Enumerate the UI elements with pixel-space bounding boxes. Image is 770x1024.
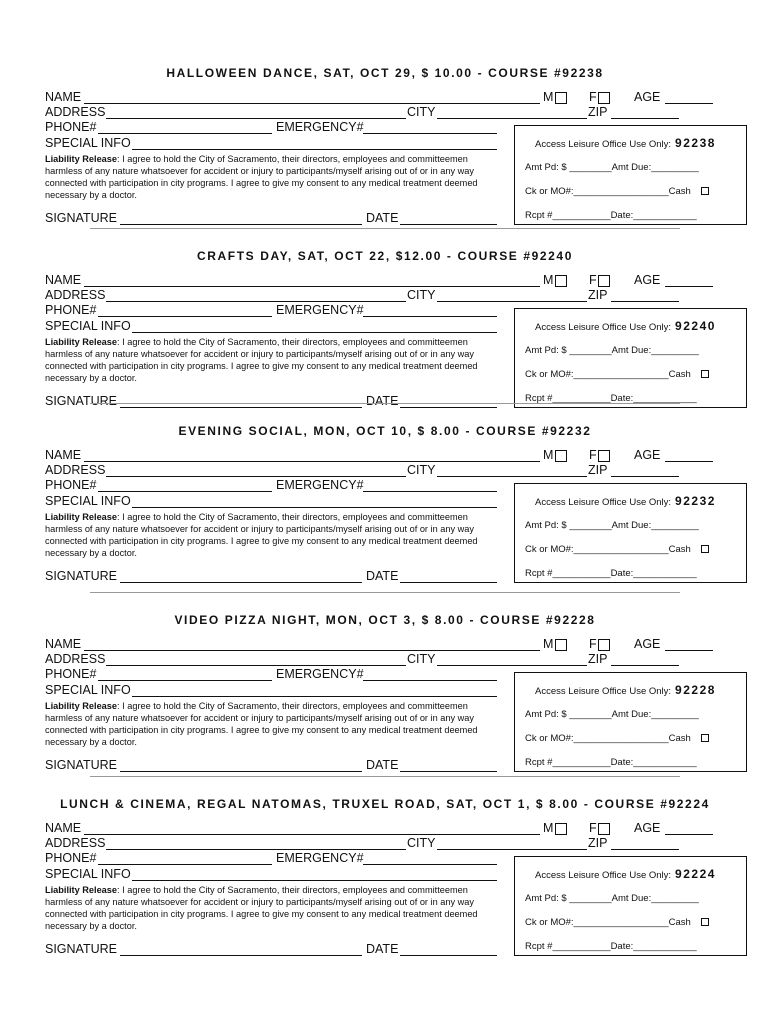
name-label: NAME [45,273,82,287]
form-title: VIDEO PIZZA NIGHT, MON, OCT 3, $ 8.00 - COURSE #92228 [174,613,596,627]
age-label: AGE [634,448,661,462]
payment-row [525,369,709,380]
special-info-field[interactable] [132,149,497,150]
liability-release-text: : I agree to hold the City of Sacramento, their directors, employees and committeemen harmless of any nature whatsoever for accident or injury to participants/myself arising out of or in any way connected with participation in city programs. I agree to give my consent to any medical treatment deemed necessary by a doctor. [45,512,478,558]
date-field[interactable] [400,582,497,583]
phone-field[interactable] [98,680,272,681]
date-label: DATE [366,942,399,956]
form-title: LUNCH & CINEMA, REGAL NATOMAS, TRUXEL ROAD, SAT, OCT 1, $ 8.00 - COURSE #92224 [60,797,710,811]
office-use-title [535,319,716,333]
phone-field[interactable] [98,316,272,317]
age-field[interactable] [665,103,713,104]
female-label: F [589,90,597,104]
emergency-label: EMERGENCY# [276,478,364,492]
emergency-field[interactable] [363,133,497,134]
signature-label: SIGNATURE [45,394,117,408]
male-checkbox[interactable] [555,92,567,104]
date-label: DATE [366,569,399,583]
signature-field[interactable] [120,771,362,772]
payment-row [525,917,709,928]
office-use-title [535,867,716,881]
office-use-box [514,483,747,583]
payment-row [525,186,709,197]
special-info-label: SPECIAL INFO [45,494,131,508]
cash-checkbox[interactable] [701,187,709,195]
liability-release [45,884,505,932]
city-field[interactable] [437,476,587,477]
liability-release [45,336,505,384]
emergency-label: EMERGENCY# [276,667,364,681]
city-label: CITY [407,652,436,666]
office-use-title [535,136,716,150]
form-title: EVENING SOCIAL, MON, OCT 10, $ 8.00 - COURSE #92232 [178,424,592,438]
male-checkbox[interactable] [555,823,567,835]
signature-field[interactable] [120,224,362,225]
liability-release-text: : I agree to hold the City of Sacramento, their directors, employees and committeemen harmless of any nature whatsoever for accident or injury to participants/myself arising out of or in any way connected with participation in city programs. I agree to give my consent to any medical treatment deemed necessary by a doctor. [45,337,478,383]
name-label: NAME [45,821,82,835]
name-field[interactable] [84,461,540,462]
emergency-field[interactable] [363,316,497,317]
amount-row: Amt Pd: $ ________Amt Due:_________ [525,893,699,904]
payment-row [525,733,709,744]
city-field[interactable] [437,665,587,666]
office-use-title [535,494,716,508]
special-info-label: SPECIAL INFO [45,683,131,697]
age-label: AGE [634,637,661,651]
signature-field[interactable] [120,955,362,956]
name-field[interactable] [84,650,540,651]
city-field[interactable] [437,301,587,302]
emergency-label: EMERGENCY# [276,120,364,134]
office-use-label: Access Leisure Office Use Only: [535,322,672,333]
address-label: ADDRESS [45,652,106,666]
date-field[interactable] [400,771,497,772]
check-mo-label: Ck or MO#:__________________Cash [525,186,691,197]
liability-release [45,511,505,559]
city-label: CITY [407,463,436,477]
liability-release-text: : I agree to hold the City of Sacramento, their directors, employees and committeemen harmless of any nature whatsoever for accident or injury to participants/myself arising out of or in any way connected with participation in city programs. I agree to give my consent to any medical treatment deemed necessary by a doctor. [45,701,478,747]
name-label: NAME [45,637,82,651]
course-number: 92224 [675,867,716,881]
receipt-row: Rcpt #___________Date:____________ [525,941,697,952]
address-field[interactable] [106,849,406,850]
special-info-label: SPECIAL INFO [45,319,131,333]
zip-field[interactable] [611,476,679,477]
age-label: AGE [634,273,661,287]
phone-field[interactable] [98,133,272,134]
office-use-box [514,125,747,225]
city-label: CITY [407,288,436,302]
female-label: F [589,448,597,462]
address-field[interactable] [106,665,406,666]
check-mo-label: Ck or MO#:__________________Cash [525,733,691,744]
emergency-label: EMERGENCY# [276,851,364,865]
special-info-field[interactable] [132,696,497,697]
cash-checkbox[interactable] [701,545,709,553]
emergency-field[interactable] [363,680,497,681]
office-use-title [535,683,716,697]
check-mo-label: Ck or MO#:__________________Cash [525,369,691,380]
receipt-row: Rcpt #___________Date:____________ [525,568,697,579]
special-info-field[interactable] [132,507,497,508]
address-field[interactable] [106,476,406,477]
zip-label: ZIP [588,105,608,119]
male-label: M [543,273,554,287]
receipt-row: Rcpt #___________Date:____________ [525,210,697,221]
course-number: 92232 [675,494,716,508]
age-field[interactable] [665,834,713,835]
age-label: AGE [634,90,661,104]
city-field[interactable] [437,118,587,119]
check-mo-label: Ck or MO#:__________________Cash [525,917,691,928]
phone-label: PHONE# [45,303,97,317]
zip-label: ZIP [588,836,608,850]
zip-label: ZIP [588,463,608,477]
male-label: M [543,448,554,462]
signature-label: SIGNATURE [45,569,117,583]
course-number: 92238 [675,136,716,150]
divider [90,592,680,593]
special-info-label: SPECIAL INFO [45,136,131,150]
date-label: DATE [366,758,399,772]
female-checkbox[interactable] [598,92,610,104]
liability-release-heading: Liability Release [45,701,118,711]
city-field[interactable] [437,849,587,850]
phone-label: PHONE# [45,667,97,681]
receipt-row: Rcpt #___________Date:____________ [525,757,697,768]
receipt-row: Rcpt #___________Date:____________ [525,393,697,404]
date-field[interactable] [400,224,497,225]
liability-release-heading: Liability Release [45,337,118,347]
divider [90,776,680,777]
female-checkbox[interactable] [598,639,610,651]
female-label: F [589,637,597,651]
date-label: DATE [366,211,399,225]
office-use-label: Access Leisure Office Use Only: [535,686,672,697]
date-label: DATE [366,394,399,408]
office-use-label: Access Leisure Office Use Only: [535,497,672,508]
emergency-field[interactable] [363,491,497,492]
male-label: M [543,90,554,104]
form-title: HALLOWEEN DANCE, SAT, OCT 29, $ 10.00 - COURSE #92238 [166,66,604,80]
signature-label: SIGNATURE [45,942,117,956]
liability-release [45,153,505,201]
name-field[interactable] [84,103,540,104]
city-label: CITY [407,105,436,119]
course-number: 92240 [675,319,716,333]
payment-row [525,544,709,555]
signature-label: SIGNATURE [45,211,117,225]
liability-release-heading: Liability Release [45,512,118,522]
amount-row: Amt Pd: $ ________Amt Due:_________ [525,162,699,173]
special-info-label: SPECIAL INFO [45,867,131,881]
liability-release-text: : I agree to hold the City of Sacramento, their directors, employees and committeemen harmless of any nature whatsoever for accident or injury to participants/myself arising out of or in any way connected with participation in city programs. I agree to give my consent to any medical treatment deemed necessary by a doctor. [45,154,478,200]
zip-field[interactable] [611,118,679,119]
office-use-label: Access Leisure Office Use Only: [535,870,672,881]
emergency-label: EMERGENCY# [276,303,364,317]
male-label: M [543,637,554,651]
phone-label: PHONE# [45,478,97,492]
name-field[interactable] [84,834,540,835]
office-use-box [514,856,747,956]
date-field[interactable] [400,955,497,956]
female-label: F [589,273,597,287]
special-info-field[interactable] [132,880,497,881]
address-field[interactable] [106,118,406,119]
liability-release-heading: Liability Release [45,885,118,895]
female-checkbox[interactable] [598,275,610,287]
age-field[interactable] [665,650,713,651]
emergency-field[interactable] [363,864,497,865]
check-mo-label: Ck or MO#:__________________Cash [525,544,691,555]
city-label: CITY [407,836,436,850]
name-label: NAME [45,448,82,462]
office-use-label: Access Leisure Office Use Only: [535,139,672,150]
age-field[interactable] [665,286,713,287]
phone-field[interactable] [98,864,272,865]
course-number: 92228 [675,683,716,697]
divider [90,403,680,404]
liability-release [45,700,505,748]
female-label: F [589,821,597,835]
zip-field[interactable] [611,849,679,850]
address-field[interactable] [106,301,406,302]
female-checkbox[interactable] [598,823,610,835]
male-checkbox[interactable] [555,450,567,462]
signature-field[interactable] [120,582,362,583]
signature-field[interactable] [120,407,362,408]
phone-label: PHONE# [45,851,97,865]
name-field[interactable] [84,286,540,287]
address-label: ADDRESS [45,288,106,302]
amount-row: Amt Pd: $ ________Amt Due:_________ [525,520,699,531]
zip-label: ZIP [588,288,608,302]
address-label: ADDRESS [45,463,106,477]
divider [90,228,680,229]
address-label: ADDRESS [45,836,106,850]
cash-checkbox[interactable] [701,370,709,378]
male-checkbox[interactable] [555,275,567,287]
cash-checkbox[interactable] [701,918,709,926]
age-label: AGE [634,821,661,835]
name-label: NAME [45,90,82,104]
office-use-box [514,672,747,772]
liability-release-text: : I agree to hold the City of Sacramento, their directors, employees and committeemen harmless of any nature whatsoever for accident or injury to participants/myself arising out of or in any way connected with participation in city programs. I agree to give my consent to any medical treatment deemed necessary by a doctor. [45,885,478,931]
office-use-box [514,308,747,408]
amount-row: Amt Pd: $ ________Amt Due:_________ [525,709,699,720]
signature-label: SIGNATURE [45,758,117,772]
female-checkbox[interactable] [598,450,610,462]
phone-field[interactable] [98,491,272,492]
male-checkbox[interactable] [555,639,567,651]
date-field[interactable] [400,407,497,408]
zip-field[interactable] [611,301,679,302]
cash-checkbox[interactable] [701,734,709,742]
amount-row: Amt Pd: $ ________Amt Due:_________ [525,345,699,356]
zip-label: ZIP [588,652,608,666]
form-title: CRAFTS DAY, SAT, OCT 22, $12.00 - COURSE #92240 [197,249,573,263]
address-label: ADDRESS [45,105,106,119]
age-field[interactable] [665,461,713,462]
liability-release-heading: Liability Release [45,154,118,164]
zip-field[interactable] [611,665,679,666]
phone-label: PHONE# [45,120,97,134]
special-info-field[interactable] [132,332,497,333]
male-label: M [543,821,554,835]
